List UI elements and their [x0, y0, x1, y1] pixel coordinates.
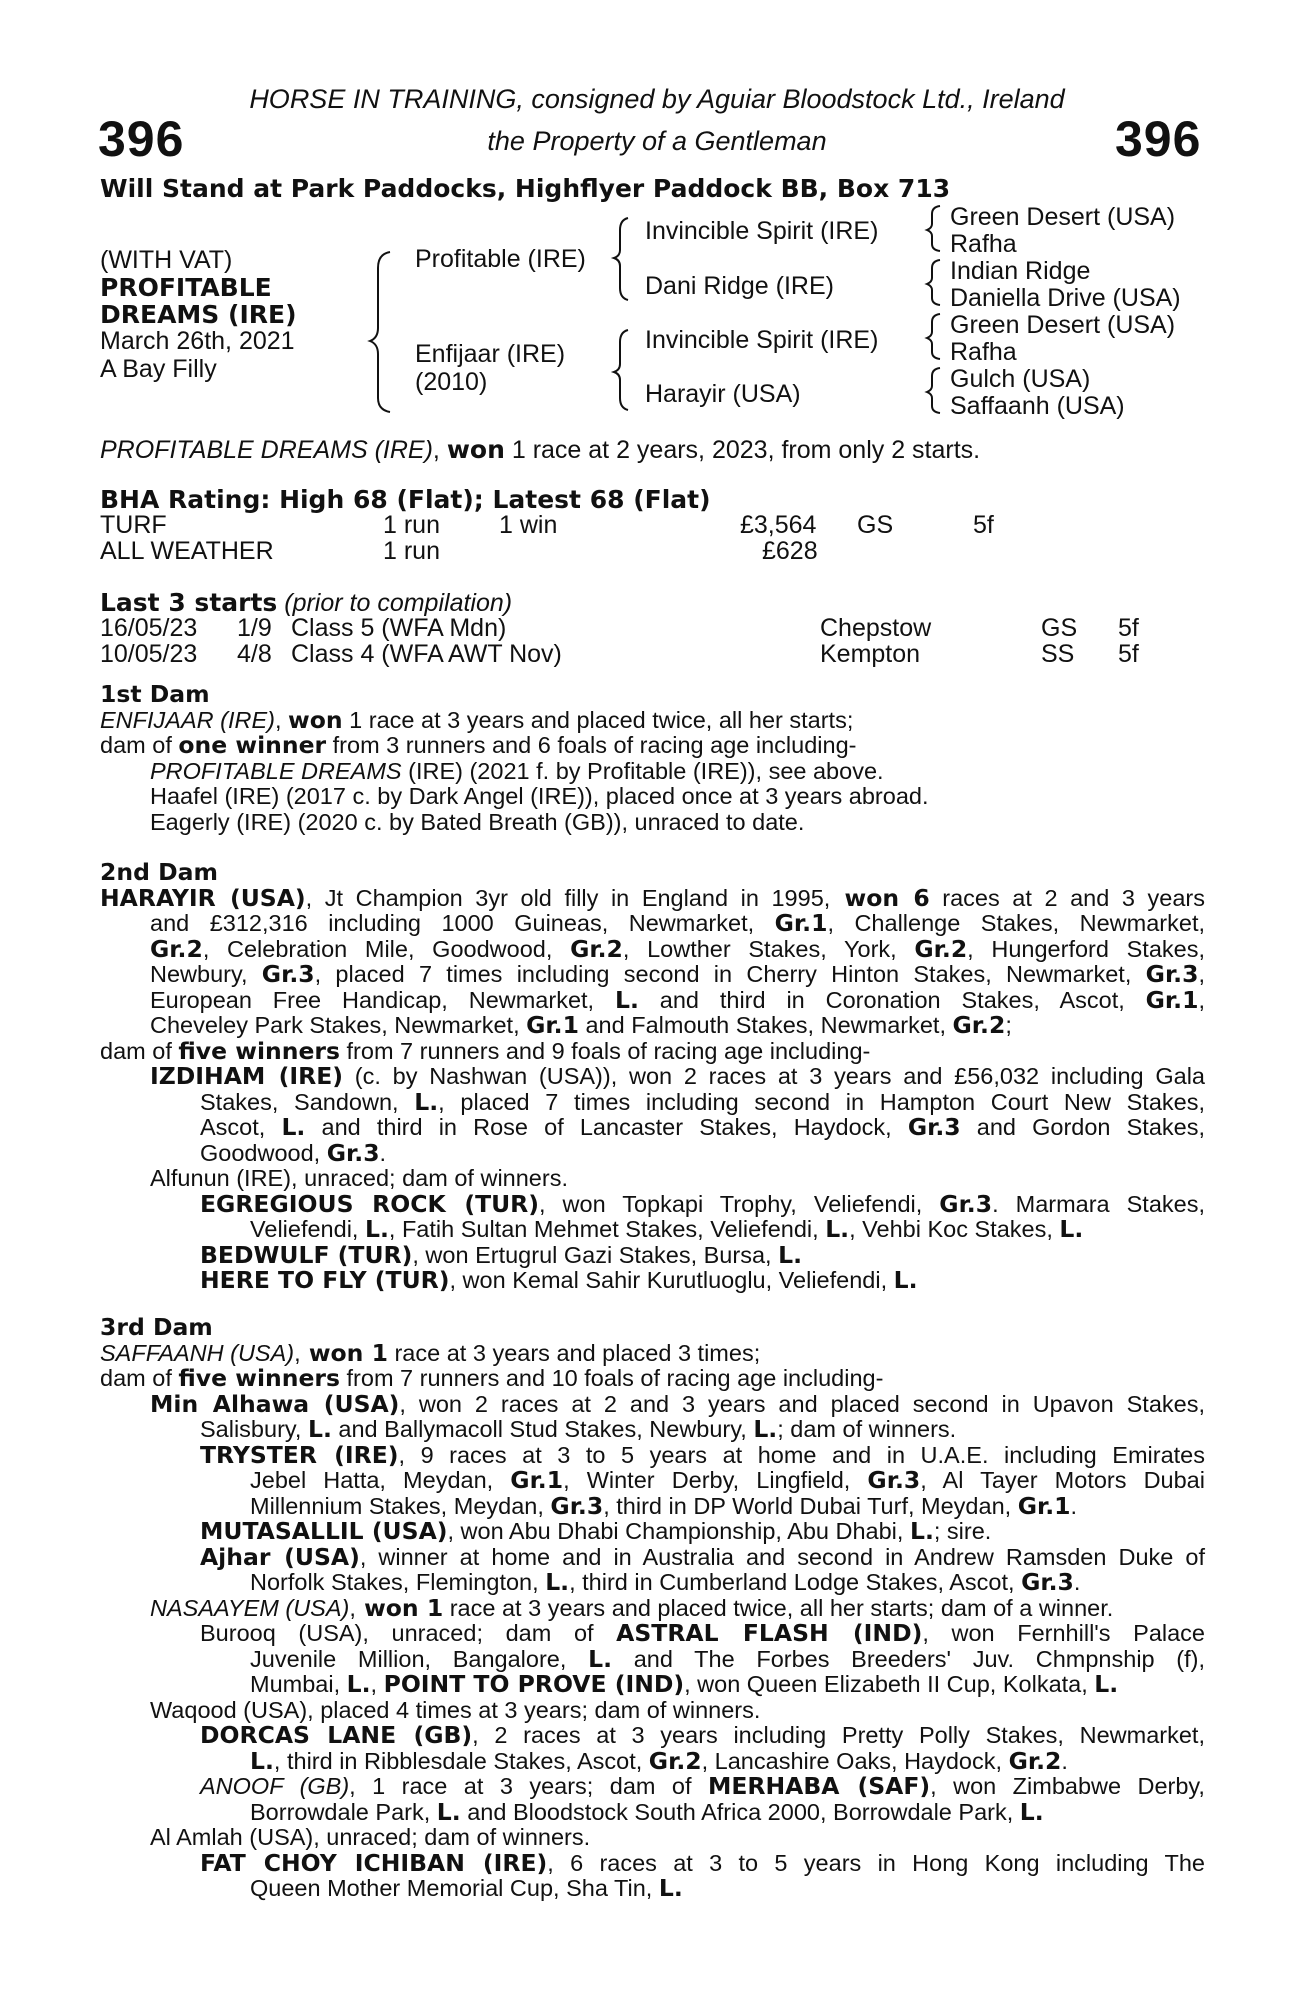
rating-row-runs-2: 1 run [383, 537, 440, 565]
dam3-line: Al Amlah (USA), unraced; dam of winners. [150, 1824, 591, 1850]
dam3-heading: 3rd Dam [100, 1313, 213, 1341]
pedigree-g7: Gulch (USA) [950, 365, 1091, 393]
rating-row-going-1: GS [857, 511, 894, 539]
first-dam-section: 1st Dam ENFIJAAR (IRE), won 1 race at 3 years and placed twice, all her starts; dam of one winner from 3 runners and 6 foals of racing age including- PROFITABLE DREAMS (IRE) (2021 f. by Profitable (IRE)), see above. Haafel (IRE) (2017 c. by Dark Angel (IRE)), placed once at 3 years abroad. Eagerly (IRE) (2020 c. by Bated Breath (GB)), unraced to date. [100, 682, 1205, 835]
rating-row-prize-1: £3,564 [740, 511, 817, 539]
offspring-eagerly: Eagerly (IRE) (2020 c. by Bated Breath (GB)), unraced to date. [150, 808, 805, 835]
dam3-line: Mumbai, L., POINT TO PROVE (IND), won Queen Elizabeth II Cup, Kolkata, L. [250, 1670, 1119, 1698]
property-line: the Property of a Gentleman [487, 126, 827, 156]
dam3-line: Min Alhawa (USA), won 2 races at 2 and 3 years and placed second in Upavon Stakes, [150, 1389, 1205, 1418]
pedigree-g6: Rafha [950, 338, 1017, 366]
dam3-line: Borrowdale Park, L. and Bloodstock South Africa 2000, Borrowdale Park, L. [250, 1797, 1044, 1826]
dam3-line: Ajhar (USA), winner at home and in Australia and second in Andrew Ramsden Duke of [200, 1542, 1206, 1571]
first-dam-foals: from 3 runners and 6 foals of racing age including- [326, 732, 857, 758]
first-dam-name: ENFIJAAR (IRE) [100, 706, 275, 733]
horse-description: A Bay Filly [100, 355, 217, 383]
start-pos-1: 1/9 [237, 614, 272, 642]
offspring-detail: (IRE) (2021 f. by Profitable (IRE)), see above. [401, 757, 884, 784]
pedigree-sire-dam: Dani Ridge (IRE) [645, 272, 834, 300]
rating-row-dist-1: 5f [973, 511, 994, 539]
dam2-line: Goodwood, Gr.3. [200, 1138, 387, 1167]
dam3-line: Salisbury, L. and Ballymacoll Stud Stakes, Newbury, L.; dam of winners. [200, 1415, 957, 1443]
start-going-1: GS [1041, 614, 1078, 642]
pedigree-dam-year: (2010) [415, 368, 488, 396]
dam2-line: BEDWULF (TUR), won Ertugrul Gazi Stakes, Bursa, L. [200, 1240, 802, 1269]
horse-name-line2: DREAMS (IRE) [100, 300, 297, 329]
first-dam-winners: one winner [178, 731, 327, 759]
dam2-line: and £312,316 including 1000 Guineas, Newmarket, Gr.1, Challenge Stakes, Newmarket, [150, 909, 1205, 937]
pedigree-sire-sire: Invincible Spirit (IRE) [645, 217, 879, 245]
dam2-heading: 2nd Dam [100, 858, 218, 886]
dam3-line: Millennium Stakes, Meydan, Gr.3, third in DP World Dubai Turf, Meydan, Gr.1. [250, 1491, 1078, 1520]
start-date-1: 16/05/23 [100, 614, 198, 642]
horse-name-line1: PROFITABLE [100, 273, 272, 302]
start-race-1: Class 5 (WFA Mdn) [291, 614, 507, 642]
dam3-line: FAT CHOY ICHIBAN (IRE), 6 races at 3 to 5 years in Hong Kong including The [200, 1848, 1205, 1877]
dam2-line: HERE TO FLY (TUR), won Kemal Sahir Kurutluoglu, Veliefendi, L. [200, 1266, 918, 1294]
starts-heading: Last 3 starts [100, 588, 278, 617]
lot-number-right: 396 [1115, 111, 1202, 167]
dam2-line: HARAYIR (USA), Jt Champion 3yr old filly in England in 1995, won 6 races at 2 and 3 years [100, 883, 1205, 912]
start-course-1: Chepstow [820, 614, 932, 642]
consignor-line: HORSE IN TRAINING, consigned by Aguiar Bloodstock Ltd., Ireland [249, 84, 1065, 114]
start-dist-1: 5f [1118, 614, 1139, 642]
dam3-line: SAFFAANH (USA), won 1 race at 3 years and placed 3 times; [100, 1338, 761, 1367]
offspring-name: PROFITABLE DREAMS [150, 757, 402, 784]
dam3-line: Juvenile Million, Bangalore, L. and The Forbes Breeders' Juv. Chmpnship (f), [250, 1644, 1206, 1673]
pedigree-g1: Green Desert (USA) [950, 203, 1176, 231]
rating-row-surface-2: ALL WEATHER [100, 537, 274, 565]
dam2-line: Gr.2, Celebration Mile, Goodwood, Gr.2, Lowther Stakes, York, Gr.2, Hungerford Stakes, [150, 934, 1205, 963]
dam2-line: IZDIHAM (IRE) (c. by Nashwan (USA)), won 2 races at 3 years and £56,032 including Gala [150, 1062, 1205, 1090]
dam2-line: Stakes, Sandown, L., placed 7 times including second in Hampton Court New Stakes, [200, 1087, 1205, 1116]
dam3-line: Norfolk Stakes, Flemington, L., third in Cumberland Lodge Stakes, Ascot, Gr.3. [250, 1568, 1081, 1596]
dam3-line: dam of five winners from 7 runners and 10 foals of racing age including- [100, 1364, 884, 1392]
vat-note: (WITH VAT) [100, 246, 233, 274]
rating-row-prize-2: £628 [762, 537, 818, 565]
dam2-line: Veliefendi, L., Fatih Sultan Mehmet Stakes, Veliefendi, L., Vehbi Koc Stakes, L. [250, 1215, 1084, 1243]
starts-note: (prior to compilation) [284, 589, 513, 617]
start-course-2: Kempton [820, 640, 921, 668]
second-dam-section [100, 860, 1205, 1294]
foaling-date: March 26th, 2021 [100, 327, 295, 355]
pedigree-dam-sire: Invincible Spirit (IRE) [645, 326, 879, 354]
dam3-line: MUTASALLIL (USA), won Abu Dhabi Championship, Abu Dhabi, L.; sire. [200, 1517, 992, 1545]
pedigree-g8: Saffaanh (USA) [950, 392, 1125, 420]
pedigree-g5: Green Desert (USA) [950, 311, 1176, 339]
dam2-line: Alfunun (IRE), unraced; dam of winners. [150, 1165, 568, 1191]
pedigree-dam-dam: Harayir (USA) [645, 380, 801, 408]
start-date-2: 10/05/23 [100, 640, 198, 668]
dam3-line: DORCAS LANE (GB), 2 races at 3 years including Pretty Polly Stakes, Newmarket, [200, 1721, 1205, 1749]
pedigree-g2: Rafha [950, 230, 1017, 258]
first-dam-won: won [288, 705, 343, 734]
pedigree-sire: Profitable (IRE) [415, 245, 586, 273]
pedigree-g4: Daniella Drive (USA) [950, 284, 1181, 312]
dam3-line: NASAAYEM (USA), won 1 race at 3 years and placed twice, all her starts; dam of a winner. [150, 1593, 1114, 1622]
dam2-line: dam of five winners from 7 runners and 9 foals of racing age including- [100, 1036, 871, 1065]
start-race-2: Class 4 (WFA AWT Nov) [291, 640, 562, 668]
summary-horse-name: PROFITABLE DREAMS (IRE) [100, 436, 433, 464]
third-dam-section [100, 1315, 1205, 1902]
summary-rest: 1 race at 2 years, 2023, from only 2 starts. [504, 436, 981, 464]
stand-line: Will Stand at Park Paddocks, Highflyer Paddock BB, Box 713 [100, 174, 951, 203]
first-dam-heading: 1st Dam [100, 680, 210, 708]
rating-heading: BHA Rating: High 68 (Flat); Latest 68 (Flat) [100, 485, 711, 514]
dam2-line: Ascot, L. and third in Rose of Lancaster Stakes, Haydock, Gr.3 and Gordon Stakes, [200, 1113, 1206, 1141]
dam3-line: Burooq (USA), unraced; dam of ASTRAL FLASH (IND), won Fernhill's Palace [200, 1619, 1205, 1647]
dam3-line: Waqood (USA), placed 4 times at 3 years; dam of winners. [150, 1696, 761, 1723]
dam3-line: TRYSTER (IRE), 9 races at 3 to 5 years at home and in U.A.E. including Emirates [200, 1440, 1205, 1469]
race-summary: PROFITABLE DREAMS (IRE), won 1 race at 2 years, 2023, from only 2 starts. [100, 435, 981, 464]
rating-row-surface-1: TURF [100, 511, 167, 539]
first-dam-record: 1 race at 3 years and placed twice, all her starts; [342, 706, 854, 733]
dam2-line: Cheveley Park Stakes, Newmarket, Gr.1 and Falmouth Stakes, Newmarket, Gr.2; [150, 1011, 1012, 1039]
dam3-line: ANOOF (GB), 1 race at 3 years; dam of MERHABA (SAF), won Zimbabwe Derby, [200, 1772, 1205, 1800]
dam2-line: European Free Handicap, Newmarket, L. and third in Coronation Stakes, Ascot, Gr.1, [150, 985, 1205, 1014]
start-pos-2: 4/8 [237, 640, 272, 668]
dam3-line: Queen Mother Memorial Cup, Sha Tin, L. [250, 1874, 683, 1902]
dam3-line: L., third in Ribblesdale Stakes, Ascot, Gr.2, Lancashire Oaks, Haydock, Gr.2. [250, 1746, 1068, 1775]
summary-won: won [446, 435, 505, 464]
offspring-haafel: Haafel (IRE) (2017 c. by Dark Angel (IRE)), placed once at 3 years abroad. [150, 783, 929, 809]
rating-row-wins-1: 1 win [499, 511, 558, 539]
pedigree-dam: Enfijaar (IRE) [415, 340, 566, 368]
pedigree-g3: Indian Ridge [950, 257, 1091, 285]
lot-number-left: 396 [98, 111, 185, 167]
dam3-line: Jebel Hatta, Meydan, Gr.1, Winter Derby, Lingfield, Gr.3, Al Tayer Motors Dubai [250, 1466, 1205, 1494]
first-dam-prefix: dam of [100, 732, 179, 758]
start-dist-2: 5f [1118, 640, 1139, 668]
rating-row-runs-1: 1 run [383, 511, 440, 539]
dam2-line: Newbury, Gr.3, placed 7 times including second in Cherry Hinton Stakes, Newmarket, Gr.3, [150, 960, 1205, 988]
dam2-line: EGREGIOUS ROCK (TUR), won Topkapi Trophy, Veliefendi, Gr.3. Marmara Stakes, [200, 1189, 1205, 1218]
start-going-2: SS [1041, 640, 1075, 668]
